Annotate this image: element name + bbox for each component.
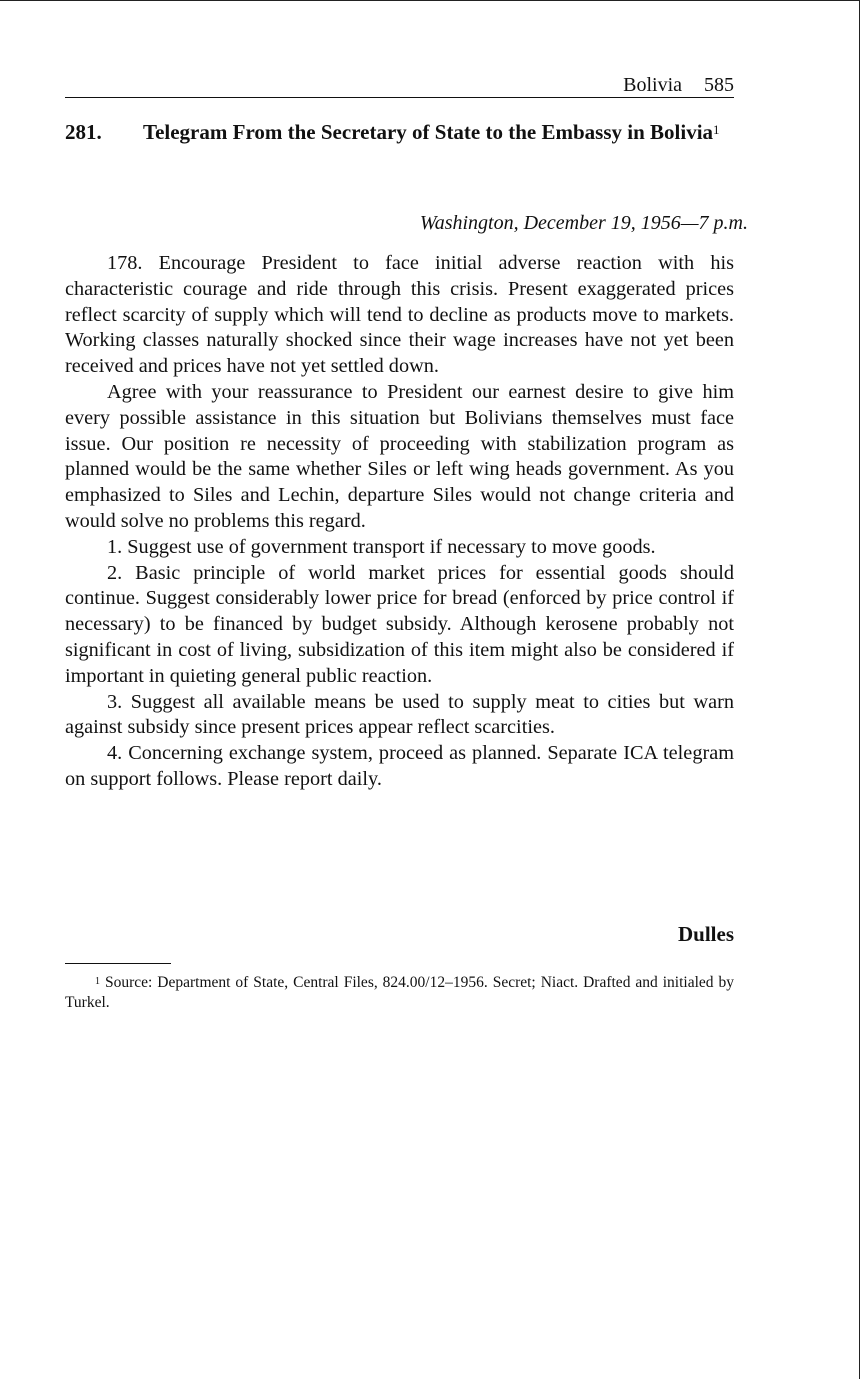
footnote-text: Source: Department of State, Central Files, 824.00/12–1956. Secret; Niact. Drafted and initialed by Turkel. [65,974,735,1011]
running-head [65,73,734,98]
title-footnote-marker: 1 [713,122,720,137]
running-head-section: Bolivia [623,74,682,96]
paragraph: 3. Suggest all available means be used to supply meat to cities but warn against subsidy since present prices appear reflect scarcities. [65,690,734,739]
paragraph: 1. Suggest use of government transport if necessary to move goods. [107,535,656,558]
paragraph: 2. Basic principle of world market prices for essential goods should continue. Suggest considerably lower price for bread (enforced by price control if necessary) to be financed by budget subsidy. Although kerosene probably not significant in cost of living, subsidization of this item might also be considered if important in quieting general public reaction. [65,561,734,687]
paragraph: 4. Concerning exchange system, proceed as planned. Separate ICA telegram on support follows. Please report daily. [65,742,734,790]
document-title [143,119,735,145]
paragraph: 178. Encourage President to face initial adverse reaction with his characteristic courage and ride through this crisis. Present exaggerated prices reflect scarcity of supply which will tend to decline as products move to markets. Working classes naturally shocked since their wage increases have not yet been received and prices have not yet settled down. [65,252,734,378]
footnote [65,973,734,1013]
telegram-body [65,251,734,793]
document-number: 281. [65,120,102,144]
document-title-text: Telegram From the Secretary of State to the Embassy in Bolivia [143,120,714,144]
paragraph: Agree with your reassurance to President our earnest desire to give him every possible assistance in this situation but Bolivians themselves must face issue. Our position re necessity of proceeding with stabilization program as planned would be the same whether Siles or left wing heads government. As you emphasized to Siles and Lechin, departure Siles would not change criteria and would solve no problems this regard. [65,380,734,532]
dateline: Washington, December 19, 1956—7 p.m. [419,212,748,234]
footnote-divider [65,963,171,964]
page-number: 585 [704,74,734,96]
footnote-marker: 1 [95,976,100,987]
signature: Dulles [677,922,734,946]
